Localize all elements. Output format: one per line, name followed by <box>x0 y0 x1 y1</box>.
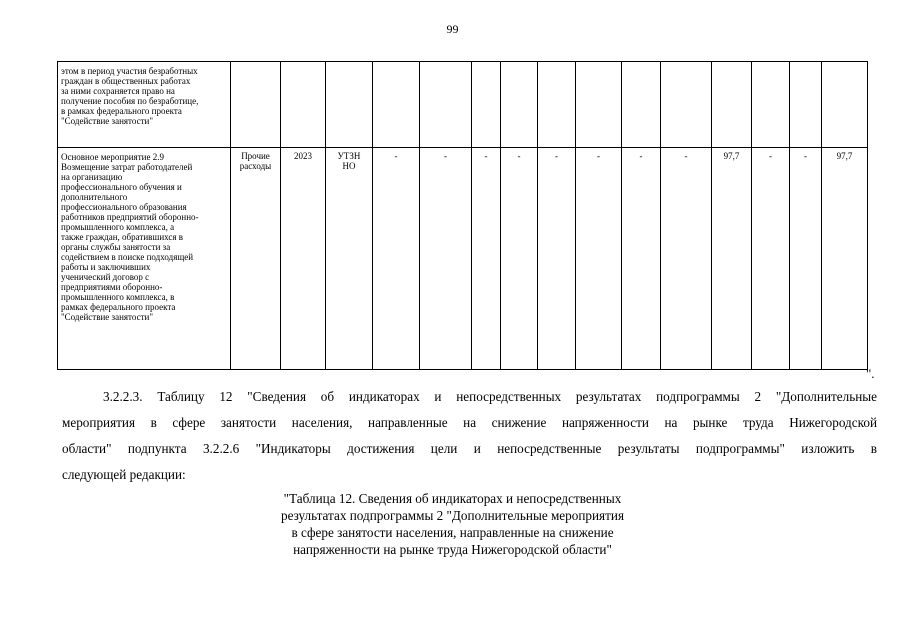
table-cell <box>822 62 868 148</box>
paragraph-line: 3.2.2.3. Таблицу 12 "Сведения об индикаторах и непосредственных результатах подпрограммы 2 "Дополнительные <box>103 389 877 404</box>
table-row <box>58 62 868 148</box>
table-cell <box>420 62 472 148</box>
value-cell: - <box>501 148 538 370</box>
table-cell <box>576 62 622 148</box>
closing-mark: ". <box>866 366 875 381</box>
table-cell <box>231 62 281 148</box>
year-cell: 2023 <box>281 148 326 370</box>
table-cell <box>538 62 576 148</box>
caption-line: в сфере занятости населения, направленные на снижение <box>291 525 614 540</box>
value-cell: - <box>622 148 661 370</box>
value-cell: 97,7 <box>822 148 868 370</box>
table-cell <box>790 62 822 148</box>
table-cell <box>622 62 661 148</box>
table-cell <box>373 62 420 148</box>
budget-table <box>57 61 868 370</box>
value-cell: - <box>661 148 712 370</box>
value-cell: - <box>576 148 622 370</box>
value-cell: - <box>538 148 576 370</box>
table-cell <box>326 62 373 148</box>
paragraph-line: следующей редакции: <box>62 467 186 482</box>
value-cell: 97,7 <box>712 148 752 370</box>
caption-line: напряженности на рынке труда Нижегородской области" <box>293 542 612 557</box>
value-cell: - <box>752 148 790 370</box>
table-cell <box>472 62 501 148</box>
table-cell <box>281 62 326 148</box>
expense-type-cell: Прочие расходы <box>231 148 281 370</box>
caption-line: "Таблица 12. Сведения об индикаторах и непосредственных <box>283 491 622 506</box>
amendment-paragraph <box>62 384 877 488</box>
table-cell <box>661 62 712 148</box>
value-cell: - <box>420 148 472 370</box>
table-row <box>58 148 868 370</box>
description-cell: этом в период участия безработных граждан в общественных работах за ними сохраняется право на получение пособия по безработице, в рамках федерального проекта "Содействие занятости" <box>58 62 231 148</box>
page-number: 99 <box>446 22 459 36</box>
paragraph-line: мероприятия в сфере занятости населения, направленные на снижение напряженности на рынке труда Нижегородской <box>62 415 877 430</box>
table-cell <box>501 62 538 148</box>
paragraph-line: области" подпункта 3.2.2.6 "Индикаторы достижения цели и непосредственные результаты подпрограммы" изложить в <box>62 441 877 456</box>
value-cell: - <box>790 148 822 370</box>
table-cell <box>752 62 790 148</box>
caption-line: результатах подпрограммы 2 "Дополнительные мероприятия <box>280 508 625 523</box>
table-caption <box>0 490 905 558</box>
value-cell: - <box>373 148 420 370</box>
description-cell: Основное мероприятие 2.9 Возмещение затрат работодателей на организацию профессионального обучения и дополнительного профессионального образования работников предприятий оборонно- промышленного комплекса, а также граждан, обратившихся в органы службы занятости за содействием в поиске подходящей работы и заключивших ученический договор с предприятиями оборонно- промышленного комплекса, в рамках федерального проекта "Содействие занятости" <box>58 148 231 370</box>
value-cell: - <box>472 148 501 370</box>
executor-cell: УТЗН НО <box>326 148 373 370</box>
table-cell <box>712 62 752 148</box>
